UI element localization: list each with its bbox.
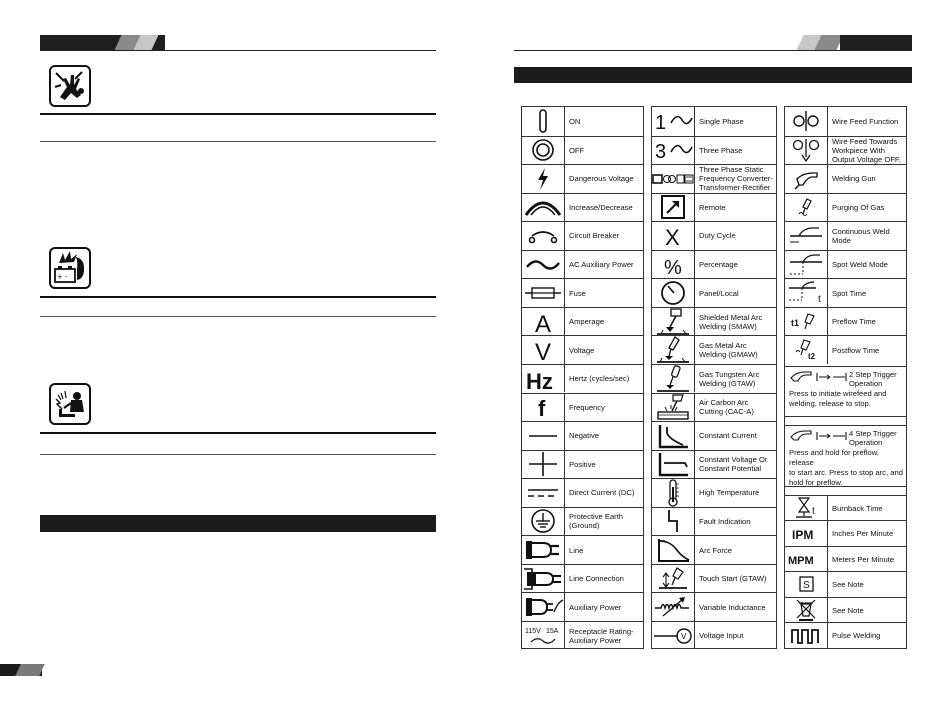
symbol-row bbox=[652, 592, 776, 621]
symbol-label: Variable Inductance bbox=[699, 602, 766, 612]
voltage-input-icon bbox=[652, 622, 695, 650]
symbol-label: Meters Per Minute bbox=[832, 554, 895, 564]
symbol-row bbox=[522, 107, 643, 136]
ac-auxiliary-power-icon bbox=[522, 251, 565, 279]
amperage-icon bbox=[522, 308, 565, 336]
section-rule bbox=[40, 296, 436, 298]
trigger-description-line: welding, release to stop. bbox=[789, 398, 871, 408]
pulse-welding-icon bbox=[785, 623, 828, 648]
touch-start-icon bbox=[652, 565, 695, 593]
line-plug-icon bbox=[522, 536, 565, 564]
panel-local-icon bbox=[652, 279, 695, 307]
trigger-description-line: Press and hold for preflow, release bbox=[789, 447, 879, 467]
symbol-label: Voltage Input bbox=[699, 631, 744, 641]
remote-icon bbox=[652, 194, 695, 222]
percentage-icon bbox=[652, 251, 695, 279]
icon-text: t bbox=[818, 294, 821, 306]
cac-a-icon bbox=[652, 394, 695, 422]
symbol-row bbox=[652, 393, 776, 422]
symbol-label: Spot Weld Mode bbox=[832, 260, 889, 270]
symbol-row bbox=[652, 364, 776, 393]
symbol-row bbox=[522, 164, 643, 193]
symbol-label: Burnback Time bbox=[832, 503, 883, 513]
icon-text: t2 bbox=[808, 352, 816, 362]
off-icon bbox=[522, 137, 565, 165]
symbol-label: Direct Current (DC) bbox=[569, 488, 635, 498]
symbol-label: Gas Metal Arc Welding (GMAW) bbox=[699, 341, 758, 360]
symbol-row bbox=[522, 193, 643, 222]
symbol-label: Negative bbox=[569, 431, 599, 441]
symbol-row bbox=[785, 597, 906, 623]
symbol-row bbox=[785, 520, 906, 546]
trigger-description-line: Press to initiate wirefeed and bbox=[789, 388, 887, 398]
battery-explosion-icon bbox=[49, 247, 91, 289]
duty-cycle-icon bbox=[652, 222, 695, 250]
symbol-row bbox=[785, 107, 906, 136]
symbol-row bbox=[522, 507, 643, 536]
see-note-icon bbox=[785, 572, 828, 597]
icon-text: 1 bbox=[655, 112, 667, 135]
symbol-label: Voltage bbox=[569, 345, 595, 355]
symbol-row bbox=[652, 278, 776, 307]
icon-text: S bbox=[803, 579, 810, 591]
gtaw-icon bbox=[652, 365, 695, 393]
gmaw-icon bbox=[652, 336, 695, 364]
symbol-label: Fuse bbox=[569, 288, 586, 298]
wire-feed-towards-icon bbox=[785, 137, 828, 165]
symbol-label: Preflow Time bbox=[832, 317, 876, 327]
symbol-label: Line bbox=[569, 545, 584, 555]
trigger-4-step-box bbox=[784, 425, 907, 487]
frequency-icon bbox=[522, 394, 565, 422]
section-rule bbox=[40, 454, 436, 455]
symbol-row bbox=[522, 450, 643, 479]
symbol-label: Panel/Local bbox=[699, 288, 739, 298]
direct-current-icon bbox=[522, 479, 565, 507]
burnback-time-icon bbox=[785, 496, 828, 521]
symbol-row bbox=[652, 421, 776, 450]
electric-shock-icon bbox=[49, 383, 91, 425]
symbol-column-3 bbox=[784, 106, 907, 649]
variable-inductance-icon bbox=[652, 593, 695, 621]
right-section-bar bbox=[514, 67, 912, 83]
symbol-label: Percentage bbox=[699, 260, 738, 270]
icon-text: V bbox=[681, 631, 687, 641]
symbol-label: Shielded Metal Arc Welding (SMAW) bbox=[699, 312, 763, 331]
symbol-row bbox=[652, 136, 776, 165]
icon-text: 3 bbox=[655, 141, 667, 164]
symbol-label: AC Auxiliary Power bbox=[569, 260, 634, 270]
symbol-label: Auxiliary Power bbox=[569, 602, 622, 612]
symbol-row bbox=[652, 335, 776, 364]
symbol-label: Circuit Breaker bbox=[569, 231, 620, 241]
symbol-label: Arc Force bbox=[699, 545, 732, 555]
symbol-row bbox=[652, 450, 776, 479]
symbol-label: Fault Indication bbox=[699, 516, 751, 526]
symbol-label: See Note bbox=[832, 580, 864, 590]
symbol-label: Protective Earth (Ground) bbox=[569, 512, 624, 531]
symbol-row bbox=[785, 193, 906, 222]
symbol-row bbox=[522, 535, 643, 564]
symbol-row bbox=[652, 107, 776, 136]
symbol-row bbox=[652, 564, 776, 593]
symbol-row bbox=[785, 164, 906, 193]
dangerous-voltage-icon bbox=[522, 165, 565, 193]
auxiliary-power-icon bbox=[522, 593, 565, 621]
negative-icon bbox=[522, 422, 565, 450]
trigger-title-line: Operation bbox=[849, 437, 883, 447]
trigger-description bbox=[789, 389, 903, 409]
section-rule bbox=[40, 316, 436, 317]
trigger-title-line: 2 Step Trigger bbox=[849, 369, 897, 379]
welding-gun-icon bbox=[785, 165, 828, 193]
symbol-row bbox=[785, 250, 906, 279]
symbol-label: Continuous Weld Mode bbox=[832, 226, 890, 245]
symbol-row bbox=[522, 278, 643, 307]
symbol-label: Gas Tungsten Arc Welding (GTAW) bbox=[699, 369, 760, 388]
symbol-row bbox=[522, 221, 643, 250]
symbol-row bbox=[522, 136, 643, 165]
trigger-gun-icon bbox=[789, 369, 855, 390]
right-header-rule bbox=[514, 50, 912, 51]
symbol-row bbox=[652, 250, 776, 279]
trigger-title bbox=[849, 429, 897, 447]
symbol-row bbox=[522, 478, 643, 507]
icon-text: MPM bbox=[788, 555, 814, 568]
positive-icon bbox=[522, 451, 565, 479]
right-header-bar bbox=[840, 35, 912, 50]
symbol-row bbox=[522, 592, 643, 621]
single-phase-icon bbox=[652, 107, 695, 136]
symbol-row bbox=[785, 571, 906, 597]
symbol-row bbox=[785, 136, 906, 165]
svg-text:+ -: + - bbox=[57, 273, 68, 281]
icon-text: 15A bbox=[546, 627, 559, 635]
symbol-row bbox=[522, 307, 643, 336]
symbol-label: Line Connection bbox=[569, 574, 624, 584]
symbol-label: Three Phase Static Frequency Converter-Transformer-Rectifier bbox=[699, 165, 773, 193]
trigger-title bbox=[849, 370, 897, 388]
symbol-label: OFF bbox=[569, 145, 585, 155]
trigger-description-line: to start arc. Press to stop arc, and bbox=[789, 467, 903, 477]
trigger-title-line: 4 Step Trigger bbox=[849, 428, 897, 438]
postflow-time-icon bbox=[785, 336, 828, 364]
symbol-row bbox=[785, 221, 906, 250]
trigger-description bbox=[789, 448, 903, 488]
increase-decrease-icon bbox=[522, 194, 565, 222]
symbol-row bbox=[785, 307, 906, 336]
symbol-label: Constant Voltage Or Constant Potential bbox=[699, 455, 768, 474]
symbol-label: See Note bbox=[832, 605, 864, 615]
symbol-label: Touch Start (GTAW) bbox=[699, 574, 767, 584]
fault-indication-icon bbox=[652, 508, 695, 536]
trigger-description-line: hold for preflow. bbox=[789, 477, 843, 487]
smaw-icon bbox=[652, 308, 695, 336]
symbol-column-1 bbox=[521, 106, 644, 649]
spot-weld-icon bbox=[785, 251, 828, 279]
icon-text: A bbox=[535, 310, 552, 335]
symbol-row bbox=[652, 507, 776, 536]
symbol-row bbox=[522, 250, 643, 279]
symbol-row bbox=[652, 164, 776, 193]
symbol-label: Increase/Decrease bbox=[569, 202, 633, 212]
symbol-row bbox=[522, 421, 643, 450]
symbol-label: Positive bbox=[569, 459, 596, 469]
section-rule bbox=[40, 141, 436, 142]
icon-text: t bbox=[812, 506, 815, 518]
symbol-label: High Temperature bbox=[699, 488, 760, 498]
symbol-label: Receptacle Rating-Auxiliary Power bbox=[569, 626, 634, 645]
symbol-label: Frequency bbox=[569, 402, 605, 412]
left-section-bar bbox=[40, 515, 436, 532]
symbol-row bbox=[785, 495, 906, 521]
receptacle-rating-icon bbox=[522, 622, 565, 650]
symbol-label: Postflow Time bbox=[832, 345, 880, 355]
ipm-icon bbox=[785, 521, 828, 546]
mpm-icon bbox=[785, 547, 828, 572]
symbol-label: Air Carbon Arc Cutting (CAC-A) bbox=[699, 398, 754, 417]
protective-earth-icon bbox=[522, 508, 565, 536]
circuit-breaker-icon bbox=[522, 222, 565, 250]
left-header-rule bbox=[40, 50, 436, 51]
three-phase-icon bbox=[652, 137, 695, 165]
symbol-row bbox=[652, 535, 776, 564]
trigger-title-line: Operation bbox=[849, 378, 883, 388]
purging-gas-icon bbox=[785, 194, 828, 222]
symbol-label: Dangerous Voltage bbox=[569, 174, 634, 184]
arc-force-icon bbox=[652, 536, 695, 564]
icon-text: % bbox=[664, 256, 682, 278]
symbol-label: ON bbox=[569, 116, 581, 126]
symbol-row bbox=[522, 335, 643, 364]
symbol-label: Purging Of Gas bbox=[832, 202, 885, 212]
symbol-row bbox=[652, 307, 776, 336]
icon-text: Hz bbox=[526, 368, 553, 392]
moving-parts-hand-icon bbox=[49, 65, 91, 107]
symbol-row bbox=[522, 621, 643, 650]
symbol-row bbox=[785, 546, 906, 572]
icon-text: X bbox=[665, 224, 680, 249]
voltage-icon bbox=[522, 336, 565, 364]
symbol-row bbox=[522, 393, 643, 422]
symbol-label: Inches Per Minute bbox=[832, 529, 894, 539]
symbol-label: Spot Time bbox=[832, 288, 867, 298]
symbol-label: Wire Feed Towards Workpiece With Output Voltage OFF. bbox=[832, 136, 901, 164]
symbol-row bbox=[522, 564, 643, 593]
trigger-2-step-box bbox=[784, 366, 907, 417]
icon-text: f bbox=[538, 396, 546, 421]
symbol-label: Three Phase bbox=[699, 145, 743, 155]
icon-text: IPM bbox=[792, 527, 814, 542]
spot-time-icon bbox=[785, 279, 828, 307]
symbol-label: Wire Feed Function bbox=[832, 116, 899, 126]
symbol-row bbox=[652, 193, 776, 222]
symbol-label: Duty Cycle bbox=[699, 231, 736, 241]
hertz-icon bbox=[522, 365, 565, 393]
symbol-label: Pulse Welding bbox=[832, 631, 881, 641]
symbol-row bbox=[652, 621, 776, 650]
section-rule bbox=[40, 113, 436, 115]
symbol-row bbox=[652, 478, 776, 507]
constant-voltage-icon bbox=[652, 451, 695, 479]
symbol-row bbox=[785, 622, 906, 648]
symbol-label: Amperage bbox=[569, 317, 605, 327]
symbol-label: Remote bbox=[699, 202, 726, 212]
preflow-time-icon bbox=[785, 308, 828, 336]
on-icon bbox=[522, 107, 565, 136]
symbol-row bbox=[522, 364, 643, 393]
icon-text: 115V bbox=[525, 627, 541, 635]
disposal-bin-icon bbox=[785, 598, 828, 623]
symbol-row bbox=[785, 278, 906, 307]
symbol-label: Constant Current bbox=[699, 431, 757, 441]
symbol-row bbox=[785, 335, 906, 364]
icon-text: V bbox=[535, 339, 552, 364]
symbol-column-2 bbox=[651, 106, 777, 649]
continuous-weld-icon bbox=[785, 222, 828, 250]
icon-text: t1 bbox=[791, 317, 800, 328]
thermometer-icon bbox=[652, 479, 695, 507]
symbol-label: Hertz (cycles/sec) bbox=[569, 374, 630, 384]
symbol-label: Welding Gun bbox=[832, 174, 876, 184]
constant-current-icon bbox=[652, 422, 695, 450]
trigger-gun-icon bbox=[789, 428, 855, 449]
line-connection-icon bbox=[522, 565, 565, 593]
fuse-icon bbox=[522, 279, 565, 307]
static-converter-icon bbox=[652, 165, 695, 193]
wire-feed-icon bbox=[785, 107, 828, 136]
section-rule bbox=[40, 432, 436, 434]
symbol-label: Single Phase bbox=[699, 116, 744, 126]
symbol-row bbox=[652, 221, 776, 250]
